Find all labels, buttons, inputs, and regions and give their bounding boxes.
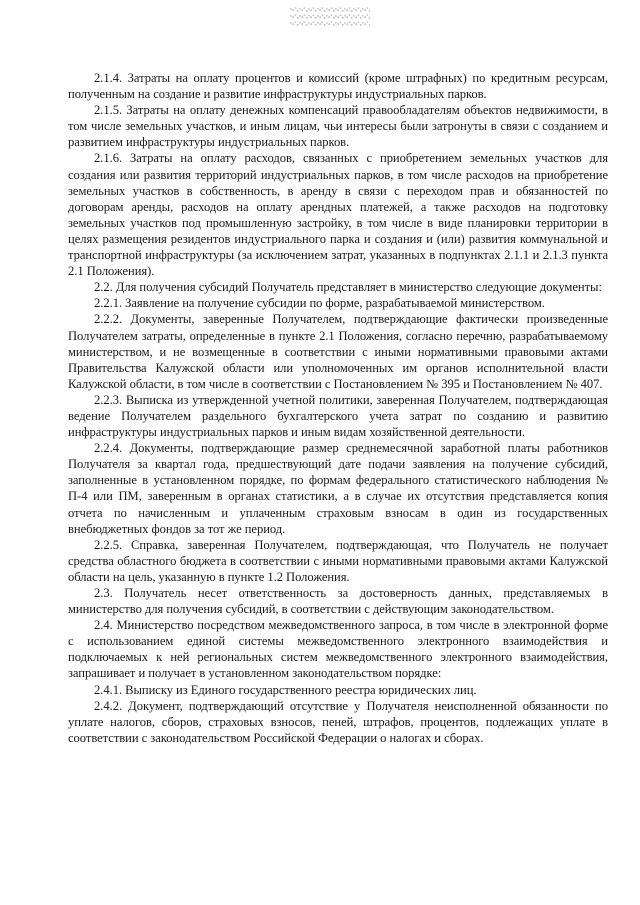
paragraph-2-3: 2.3. Получатель несет ответственность за достоверность данных, представляемых в министерство для получения субсидий, в соответствии с действующим законодательством.: [68, 586, 608, 617]
document-page: [68, 70, 608, 746]
paragraph-2-2-2: 2.2.2. Документы, заверенные Получателем, подтверждающие фактически произведенные Получателем затраты, определенные в пункте 2.1 Положения, согласно перечню, разрабатываемому министерством, и не возмещенные в соответствии с иными нормативными правовыми актами Правительства Калужской области или уполномоченных им органов исполнительной власти Калужской области, в том числе в соответствии с Постановлением № 395 и Постановлением № 407.: [68, 312, 608, 391]
paragraph-2-2-3: 2.2.3. Выписка из утвержденной учетной политики, заверенная Получателем, подтверждающая ведение Получателем раздельного бухгалтерского учета затрат по созданию и развитию инфраструктуры индустриальных парков и иным видам хозяйственной деятельности.: [68, 392, 608, 440]
paragraph-2-4: 2.4. Министерство посредством межведомственного запроса, в том числе в электронной форме с использованием единой системы межведомственного электронного взаимодействия и подключаемых к ней региональных систем межведомственного электронного взаимодействия, запрашивает и получает в установленном законодательством порядке:: [68, 618, 608, 681]
paragraph-2-2-1: 2.2.1. Заявление на получение субсидии по форме, разрабатываемой министерством.: [94, 296, 545, 311]
paragraph-2-1-6: 2.1.6. Затраты на оплату расходов, связанных с приобретением земельных участков для создания или развития территорий индустриальных парков, в том числе расходов на приобретение земельных участков в собственность, в аренду в связи с переходом прав и обязанностей по договорам аренды, расходов на оплату арендных платежей, а также расходов на подготовку земельных участков под промышленную застройку, в том числе в виде планировки территории в целях размещения резидентов индустриального парка и создания и (или) развития коммунальной и транспортной инфраструктуры (за исключением затрат, указанных в подпунктах 2.1.1 и 2.1.3 пункта 2.1 Положения).: [68, 151, 608, 279]
scan-artifact: [290, 6, 370, 28]
paragraph-2-2-5: 2.2.5. Справка, заверенная Получателем, подтверждающая, что Получатель не получает средства областного бюджета в соответствии с иными нормативными правовыми актами Калужской области на цель, указанную в пункте 1.2 Положения.: [68, 537, 608, 584]
paragraph-2-4-1: 2.4.1. Выписку из Единого государственного реестра юридических лиц.: [94, 682, 477, 697]
paragraph-2-1-5: 2.1.5. Затраты на оплату денежных компенсаций правообладателям объектов недвижимости, в том числе земельных участков, и иным лицам, чьи интересы были затронуты в связи с созданием и развитием инфраструктуры индустриальных парков.: [68, 103, 608, 150]
paragraph-2-4-2: 2.4.2. Документ, подтверждающий отсутствие у Получателя неисполненной обязанности по уплате налогов, сборов, страховых взносов, пеней, штрафов, процентов, подлежащих уплате в соответствии с законодательством Российской Федерации о налогах и сборах.: [68, 698, 608, 745]
paragraph-2-2-4: 2.2.4. Документы, подтверждающие размер среднемесячной заработной платы работников Получателя за квартал года, предшествующий дате подачи заявления на получение субсидий, заполненные в установленном порядке, по формам федерального статистического наблюдения № П-4 или ПМ, заверенным в органах статистики, а в случае их отсутствия представляется копия отчета по начисленным и уплаченным страховым взносам в один из государственных внебюджетных фондов за тот же период.: [68, 441, 608, 536]
paragraph-2-1-4: 2.1.4. Затраты на оплату процентов и комиссий (кроме штрафных) по кредитным ресурсам, полученным на создание и развитие инфраструктуры индустриальных парков.: [68, 71, 608, 102]
paragraph-2-2: 2.2. Для получения субсидий Получатель представляет в министерство следующие документы:: [94, 280, 602, 295]
